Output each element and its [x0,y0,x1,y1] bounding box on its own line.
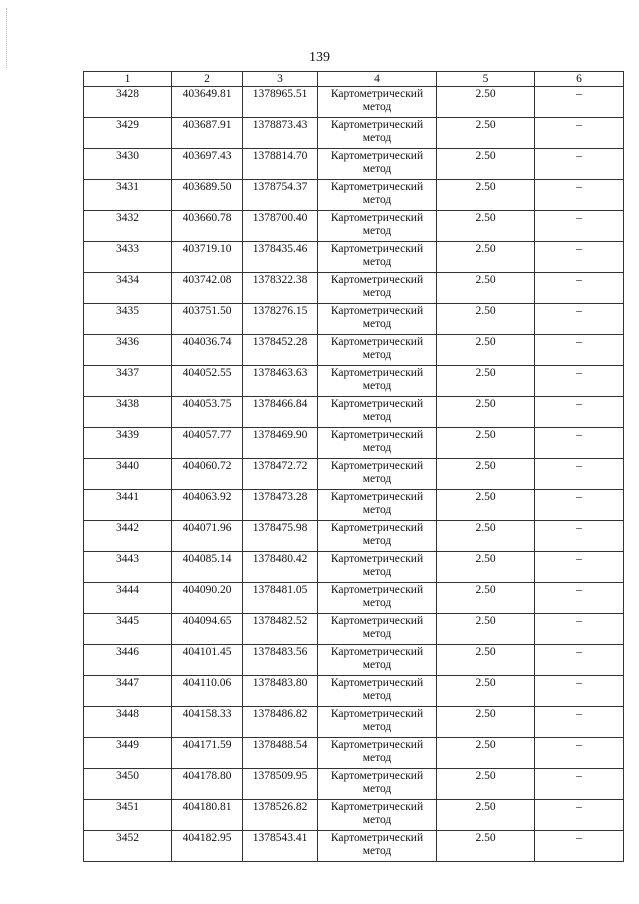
table-row [84,459,624,490]
y-coordinate-cell: 1378483.56 [243,645,318,676]
accuracy-cell: 2.50 [437,490,535,521]
method-cell: Картометрический метод [318,769,437,800]
x-coordinate-cell: 404071.96 [172,521,243,552]
method-cell: Картометрический метод [318,428,437,459]
x-coordinate-cell: 404085.14 [172,552,243,583]
column-header: 2 [172,72,243,87]
y-coordinate-cell: 1378322.38 [243,273,318,304]
column-header: 1 [84,72,172,87]
method-cell: Картометрический метод [318,831,437,862]
x-coordinate-cell: 404171.59 [172,738,243,769]
point-number-cell: 3437 [84,366,172,397]
y-coordinate-cell: 1378483.80 [243,676,318,707]
accuracy-cell: 2.50 [437,614,535,645]
y-coordinate-cell: 1378452.28 [243,335,318,366]
accuracy-cell: 2.50 [437,335,535,366]
table-row [84,397,624,428]
point-number-cell: 3448 [84,707,172,738]
accuracy-cell: 2.50 [437,583,535,614]
note-cell: – [535,428,624,459]
table-row [84,428,624,459]
x-coordinate-cell: 403742.08 [172,273,243,304]
x-coordinate-cell: 404090.20 [172,583,243,614]
accuracy-cell: 2.50 [437,738,535,769]
accuracy-cell: 2.50 [437,211,535,242]
x-coordinate-cell: 404182.95 [172,831,243,862]
note-cell: – [535,118,624,149]
column-header: 3 [243,72,318,87]
column-header: 6 [535,72,624,87]
accuracy-cell: 2.50 [437,769,535,800]
y-coordinate-cell: 1378472.72 [243,459,318,490]
note-cell: – [535,831,624,862]
table-row [84,118,624,149]
point-number-cell: 3449 [84,738,172,769]
x-coordinate-cell: 404178.80 [172,769,243,800]
note-cell: – [535,273,624,304]
accuracy-cell: 2.50 [437,428,535,459]
y-coordinate-cell: 1378473.28 [243,490,318,521]
y-coordinate-cell: 1378873.43 [243,118,318,149]
point-number-cell: 3430 [84,149,172,180]
point-number-cell: 3441 [84,490,172,521]
accuracy-cell: 2.50 [437,149,535,180]
note-cell: – [535,459,624,490]
page-number: 139 [309,50,330,65]
method-cell: Картометрический метод [318,87,437,118]
table-row [84,521,624,552]
table-row [84,366,624,397]
point-number-cell: 3447 [84,676,172,707]
x-coordinate-cell: 404036.74 [172,335,243,366]
accuracy-cell: 2.50 [437,366,535,397]
note-cell: – [535,490,624,521]
note-cell: – [535,366,624,397]
y-coordinate-cell: 1378480.42 [243,552,318,583]
point-number-cell: 3444 [84,583,172,614]
point-number-cell: 3452 [84,831,172,862]
accuracy-cell: 2.50 [437,459,535,490]
method-cell: Картометрический метод [318,738,437,769]
method-cell: Картометрический метод [318,180,437,211]
x-coordinate-cell: 404180.81 [172,800,243,831]
method-cell: Картометрический метод [318,242,437,273]
point-number-cell: 3436 [84,335,172,366]
note-cell: – [535,707,624,738]
accuracy-cell: 2.50 [437,242,535,273]
method-cell: Картометрический метод [318,459,437,490]
x-coordinate-cell: 404101.45 [172,645,243,676]
accuracy-cell: 2.50 [437,707,535,738]
method-cell: Картометрический метод [318,645,437,676]
x-coordinate-cell: 403649.81 [172,87,243,118]
accuracy-cell: 2.50 [437,304,535,335]
method-cell: Картометрический метод [318,552,437,583]
method-cell: Картометрический метод [318,707,437,738]
table-body [84,87,624,862]
table-row [84,149,624,180]
point-number-cell: 3431 [84,180,172,211]
note-cell: – [535,521,624,552]
note-cell: – [535,149,624,180]
point-number-cell: 3434 [84,273,172,304]
table-row [84,583,624,614]
point-number-cell: 3446 [84,645,172,676]
point-number-cell: 3442 [84,521,172,552]
accuracy-cell: 2.50 [437,552,535,583]
table-row [84,800,624,831]
x-coordinate-cell: 404063.92 [172,490,243,521]
x-coordinate-cell: 403751.50 [172,304,243,335]
point-number-cell: 3432 [84,211,172,242]
y-coordinate-cell: 1378754.37 [243,180,318,211]
table-row [84,614,624,645]
point-number-cell: 3445 [84,614,172,645]
note-cell: – [535,180,624,211]
accuracy-cell: 2.50 [437,87,535,118]
table-row [84,304,624,335]
y-coordinate-cell: 1378475.98 [243,521,318,552]
method-cell: Картометрический метод [318,397,437,428]
y-coordinate-cell: 1378965.51 [243,87,318,118]
method-cell: Картометрический метод [318,800,437,831]
y-coordinate-cell: 1378481.05 [243,583,318,614]
y-coordinate-cell: 1378482.52 [243,614,318,645]
table-row [84,490,624,521]
table-row [84,211,624,242]
accuracy-cell: 2.50 [437,397,535,428]
x-coordinate-cell: 404094.65 [172,614,243,645]
method-cell: Картометрический метод [318,335,437,366]
table-row [84,769,624,800]
x-coordinate-cell: 404057.77 [172,428,243,459]
method-cell: Картометрический метод [318,583,437,614]
point-number-cell: 3429 [84,118,172,149]
note-cell: – [535,304,624,335]
table-row [84,707,624,738]
table-row [84,180,624,211]
x-coordinate-cell: 403719.10 [172,242,243,273]
y-coordinate-cell: 1378486.82 [243,707,318,738]
point-number-cell: 3451 [84,800,172,831]
note-cell: – [535,800,624,831]
table-row [84,273,624,304]
x-coordinate-cell: 404060.72 [172,459,243,490]
y-coordinate-cell: 1378814.70 [243,149,318,180]
y-coordinate-cell: 1378526.82 [243,800,318,831]
table-row [84,87,624,118]
x-coordinate-cell: 404110.06 [172,676,243,707]
x-coordinate-cell: 403687.91 [172,118,243,149]
coordinates-table [83,71,624,862]
note-cell: – [535,583,624,614]
point-number-cell: 3443 [84,552,172,583]
point-number-cell: 3428 [84,87,172,118]
method-cell: Картометрический метод [318,304,437,335]
y-coordinate-cell: 1378543.41 [243,831,318,862]
x-coordinate-cell: 404053.75 [172,397,243,428]
point-number-cell: 3439 [84,428,172,459]
accuracy-cell: 2.50 [437,645,535,676]
method-cell: Картометрический метод [318,614,437,645]
y-coordinate-cell: 1378466.84 [243,397,318,428]
point-number-cell: 3450 [84,769,172,800]
table-row [84,242,624,273]
y-coordinate-cell: 1378509.95 [243,769,318,800]
accuracy-cell: 2.50 [437,676,535,707]
note-cell: – [535,738,624,769]
table-header-row [84,72,624,87]
table-row [84,552,624,583]
x-coordinate-cell: 403689.50 [172,180,243,211]
note-cell: – [535,211,624,242]
accuracy-cell: 2.50 [437,800,535,831]
method-cell: Картометрический метод [318,490,437,521]
note-cell: – [535,87,624,118]
x-coordinate-cell: 403697.43 [172,149,243,180]
method-cell: Картометрический метод [318,149,437,180]
table-row [84,645,624,676]
note-cell: – [535,552,624,583]
x-coordinate-cell: 403660.78 [172,211,243,242]
table-row [84,335,624,366]
accuracy-cell: 2.50 [437,273,535,304]
note-cell: – [535,335,624,366]
note-cell: – [535,614,624,645]
x-coordinate-cell: 404052.55 [172,366,243,397]
point-number-cell: 3438 [84,397,172,428]
y-coordinate-cell: 1378700.40 [243,211,318,242]
table-row [84,831,624,862]
point-number-cell: 3440 [84,459,172,490]
accuracy-cell: 2.50 [437,831,535,862]
point-number-cell: 3435 [84,304,172,335]
y-coordinate-cell: 1378463.63 [243,366,318,397]
method-cell: Картометрический метод [318,211,437,242]
note-cell: – [535,769,624,800]
method-cell: Картометрический метод [318,366,437,397]
column-header: 4 [318,72,437,87]
table-row [84,738,624,769]
method-cell: Картометрический метод [318,273,437,304]
accuracy-cell: 2.50 [437,118,535,149]
note-cell: – [535,397,624,428]
column-header: 5 [437,72,535,87]
note-cell: – [535,676,624,707]
y-coordinate-cell: 1378469.90 [243,428,318,459]
note-cell: – [535,645,624,676]
accuracy-cell: 2.50 [437,180,535,211]
table-row [84,676,624,707]
x-coordinate-cell: 404158.33 [172,707,243,738]
note-cell: – [535,242,624,273]
y-coordinate-cell: 1378488.54 [243,738,318,769]
method-cell: Картометрический метод [318,118,437,149]
method-cell: Картометрический метод [318,676,437,707]
y-coordinate-cell: 1378435.46 [243,242,318,273]
accuracy-cell: 2.50 [437,521,535,552]
y-coordinate-cell: 1378276.15 [243,304,318,335]
point-number-cell: 3433 [84,242,172,273]
method-cell: Картометрический метод [318,521,437,552]
